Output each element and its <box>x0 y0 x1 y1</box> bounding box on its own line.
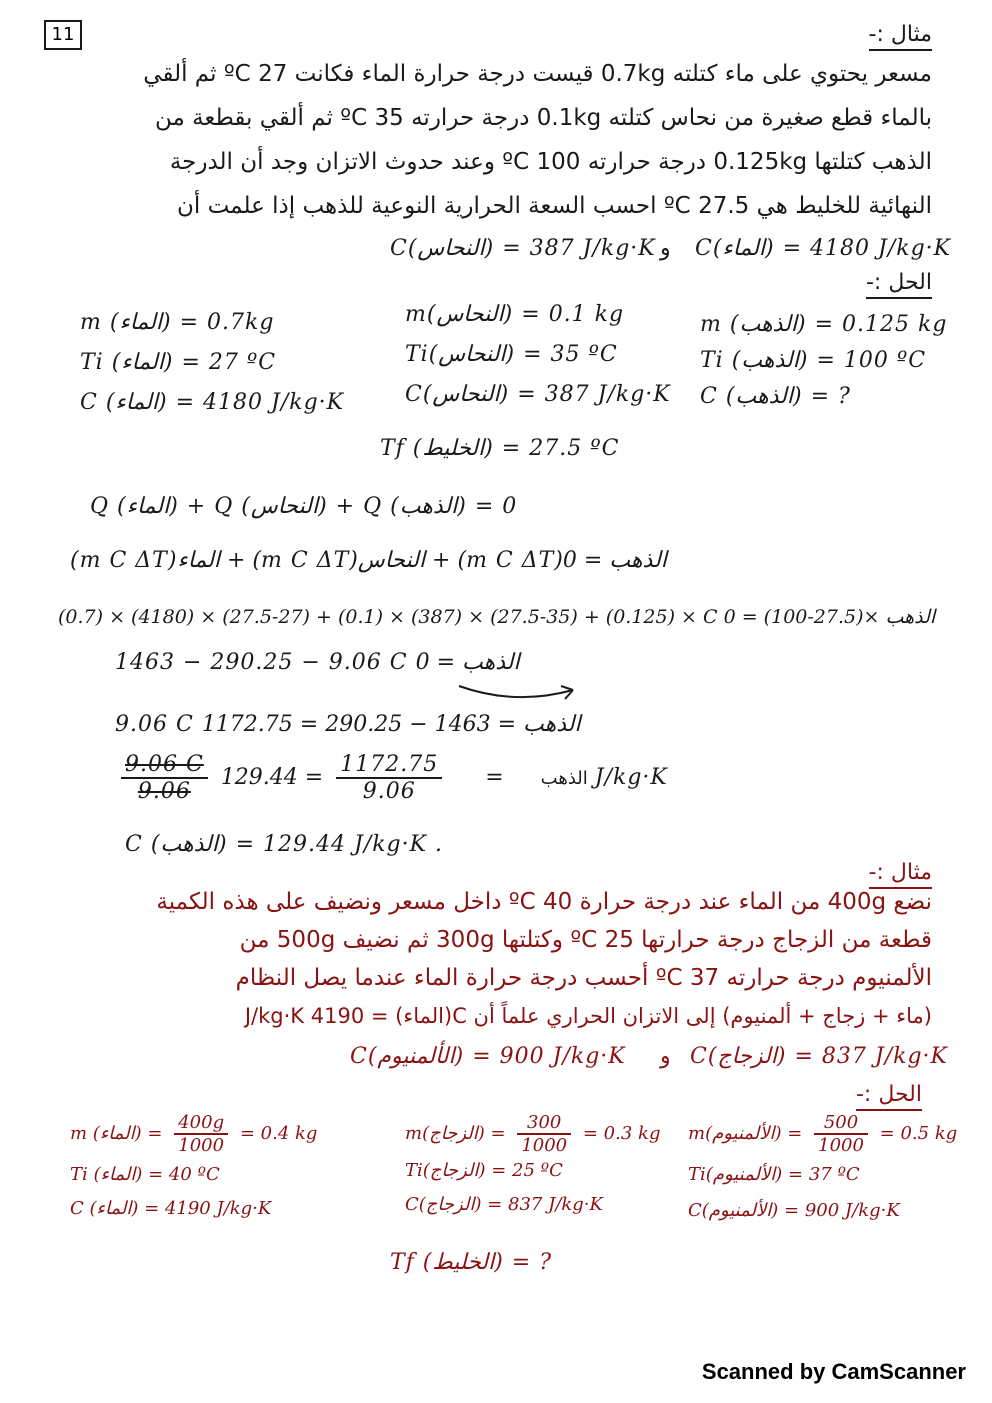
example2-given-c-aluminium: C(الألمنيوم) = 900 J/kg·K <box>350 1044 626 1069</box>
example1-frac-left-den: 9.06 <box>137 779 191 804</box>
example2-given-m-water <box>70 1112 317 1156</box>
example1-frac-left <box>121 752 208 804</box>
example2-m-aluminium-frac <box>814 1112 868 1156</box>
example1-given-m-water: m (الماء) = 0.7kg <box>80 310 275 335</box>
example2-given-c-glass-value: C(الزجاج) = 837 J/kg·K <box>405 1194 603 1215</box>
example1-frac-left-num: 9.06 C <box>121 752 208 779</box>
example1-given-ti-gold: Ti (الذهب) = 100 ºC <box>700 348 927 373</box>
example2-given-c-glass: C(الزجاج) = 837 J/kg·K <box>690 1044 948 1069</box>
example1-solution-heading: الحل :- <box>866 270 932 299</box>
example2-given-m-aluminium <box>688 1112 957 1156</box>
curved-arrow-icon <box>455 680 585 706</box>
example2-m-water-num: 400g <box>174 1112 228 1135</box>
example1-frac-right <box>336 752 442 804</box>
example1-division-step: $\frac{9.06 C}{9.06}$ الذهب = $\frac{1172.75}{9.06}$ = 129.44 J/kg·K <box>115 752 668 804</box>
example1-given-c-gold: C (الذهب) = ? <box>700 384 851 409</box>
example2-given-c-water: C (الماء) = 4190 J/kg·K <box>70 1198 272 1219</box>
example1-given-c-water-value: C (الماء) = 4180 J/kg·K <box>80 390 345 415</box>
example1-heading: مثال :- <box>869 22 932 51</box>
example2-m-glass-frac <box>517 1112 571 1156</box>
example2-m-aluminium-num: 500 <box>814 1112 868 1135</box>
example1-frac-result: = 129.44 J/kg·K <box>220 765 668 790</box>
example1-frac-right-num: 1172.75 <box>336 752 442 779</box>
example2-m-water-val: = 0.4 kg <box>239 1123 318 1144</box>
example1-frac-left-sub: الذهب <box>540 768 588 789</box>
example1-problem-line-4: النهائية للخليط هي 27.5 ºC احسب السعة الحرارية النوعية للذهب إذا علمت أن <box>176 193 932 219</box>
example1-given-m-gold: m (الذهب) = 0.125 kg <box>700 312 948 337</box>
example2-m-water-den: 1000 <box>178 1135 225 1156</box>
example1-given-c-copper-value: C(النحاس) = 387 J/kg·K <box>405 382 671 407</box>
example2-given-m-glass <box>405 1112 660 1156</box>
page-number: 11 <box>44 20 82 50</box>
example2-given-ti-aluminium: Ti(الألمنيوم) = 37 ºC <box>688 1164 860 1185</box>
example2-m-aluminium-val: = 0.5 kg <box>879 1123 958 1144</box>
example1-given-c-water: C(الماء) = 4180 J/kg·K <box>695 236 952 261</box>
example2-tf: Tf (الخليط) = ? <box>390 1250 553 1275</box>
camscanner-footer: Scanned by CamScanner <box>701 1359 966 1384</box>
example2-m-water-label: m (الماء) = <box>70 1123 163 1144</box>
example1-step-2: (m C ΔT)الماء + (m C ΔT)النحاس + (m C ΔT)الذهب = 0 <box>70 548 667 573</box>
example1-step-4: 1463 − 290.25 − 9.06 C الذهب = 0 <box>115 650 520 675</box>
example2-problem-line-1: نضع 400g من الماء عند درجة حرارة 40 ºC داخل مسعر ونضيف على هذه الكمية <box>156 889 932 915</box>
example2-heading: مثال :- <box>869 860 932 889</box>
example1-step-5: 9.06 C الذهب = 1463 − 290.25 = 1172.75 <box>115 712 581 737</box>
example1-frac-right-den: 9.06 <box>362 779 416 804</box>
example2-problem-line-4: (ماء + زجاج + ألمنيوم) إلى الاتزان الحراري علماً أن C(الماء) = 4190 J/kg·K <box>244 1004 932 1028</box>
example2-given-c-aluminium-value: C(الألمنيوم) = 900 J/kg·K <box>688 1200 900 1221</box>
example2-solution-heading: الحل :- <box>856 1082 922 1111</box>
example2-m-aluminium-den: 1000 <box>818 1135 864 1156</box>
example1-given-m-copper: m(النحاس) = 0.1 kg <box>405 302 625 327</box>
example1-problem-line-3: الذهب كتلتها 0.125kg درجة حرارته 100 ºC وعند حدوث الاتزان وجد أن الدرجة <box>169 149 932 175</box>
example1-and: و <box>660 236 671 261</box>
example2-m-glass-label: m(الزجاج) = <box>405 1123 506 1144</box>
example2-given-ti-glass: Ti(الزجاج) = 25 ºC <box>405 1160 563 1181</box>
example2-m-water-frac <box>174 1112 228 1156</box>
example2-m-aluminium-label: m(الألمنيوم) = <box>688 1123 803 1144</box>
example1-given-c-copper: C(النحاس) = 387 J/kg·K <box>390 236 656 261</box>
example1-problem-line-1: مسعر يحتوي على ماء كتلته 0.7kg قيست درجة حرارة الماء فكانت 27 ºC ثم ألقي <box>143 61 932 87</box>
example1-step-1: Q (الماء) + Q (النحاس) + Q (الذهب) = 0 <box>90 494 518 519</box>
example2-given-ti-water: Ti (الماء) = 40 ºC <box>70 1164 220 1185</box>
example1-given-ti-copper: Ti(النحاس) = 35 ºC <box>405 342 618 367</box>
example2-m-glass-den: 1000 <box>521 1135 568 1156</box>
example1-tf: Tf (الخليط) = 27.5 ºC <box>380 436 620 461</box>
example1-step-3: (0.7) × (4180) × (27.5-27) + (0.1) × (387) × (27.5-35) + (0.125) × C الذهب ×(27.5-100) = 0 <box>58 606 936 628</box>
example1-final-answer: C (الذهب) = 129.44 J/kg·K . <box>125 832 444 857</box>
example2-problem-line-2: قطعة من الزجاج درجة حرارتها 25 ºC وكتلتها 300g ثم نضيف 500g من <box>239 927 932 953</box>
example1-given-ti-water: Ti (الماء) = 27 ºC <box>80 350 277 375</box>
example2-m-glass-val: = 0.3 kg <box>582 1123 661 1144</box>
example2-problem-line-3: الألمنيوم درجة حرارته 37 ºC أحسب درجة حرارة الماء عندما يصل النظام <box>235 965 932 991</box>
example2-m-glass-num: 300 <box>517 1112 571 1135</box>
example1-problem-line-2: بالماء قطع صغيرة من نحاس كتلته 0.1kg درجة حرارته 35 ºC ثم ألقي بقطعة من <box>154 105 932 131</box>
example2-and: و <box>660 1044 671 1069</box>
